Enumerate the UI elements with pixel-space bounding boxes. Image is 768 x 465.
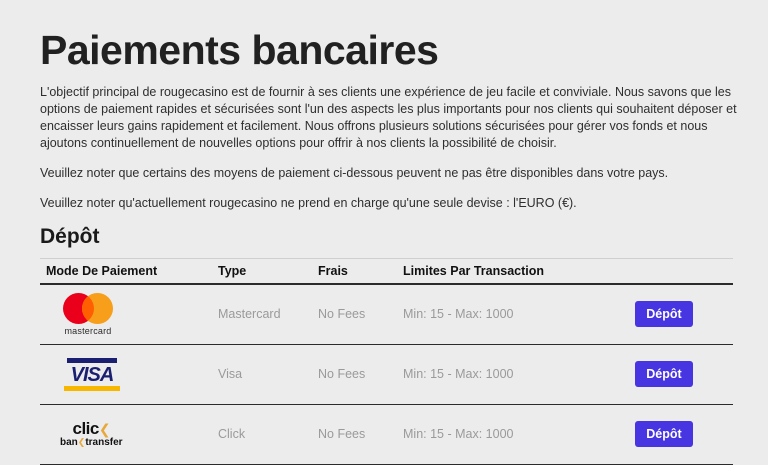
deposit-button[interactable]: Dépôt	[635, 301, 693, 327]
cell-fees: No Fees	[318, 367, 366, 382]
intro-paragraph: L'objectif principal de rougecasino est de fournir à ses clients une expérience de jeu facile et conviviale. Nous savons que les options de paiement rapides et sécurisées sont l'un des aspects les plus importants pour nos clients qui souhaitent déposer et encaisser leurs gains rapidement et facilement. Nous offrons plusieurs solutions sécurisées pour gérer vos fonds et nous ajoutons continuellement de nouvelles options pour offrir à nos clients la possibilité de choisir.	[40, 84, 737, 150]
table-header-row	[40, 258, 733, 285]
click-logo-word: clic	[72, 418, 99, 438]
cell-limits: Min: 15 - Max: 1000	[403, 427, 514, 442]
cell-type: Click	[218, 427, 246, 442]
chevron-left-icon: ❮	[77, 436, 86, 447]
table-row-click-bank-transfer	[40, 405, 733, 465]
availability-note: Veuillez noter que certains des moyens de paiement ci-dessous peuvent ne pas être disponibles dans votre pays.	[40, 165, 669, 180]
visa-logo-label: VISA	[70, 363, 114, 386]
payment-methods-table	[40, 258, 733, 465]
click-logo-sub-prefix: ban	[60, 436, 78, 448]
cell-fees: No Fees	[318, 307, 366, 322]
visa-gold-bar	[64, 386, 120, 391]
currency-note: Veuillez noter qu'actuellement rougecasino ne prend en charge qu'une seule devise : l'EURO (€).	[40, 195, 577, 210]
payments-page	[0, 28, 768, 465]
mastercard-logo-icon	[62, 292, 114, 336]
cell-fees: No Fees	[318, 427, 366, 442]
click-bank-transfer-logo-icon	[60, 420, 123, 449]
cell-limits: Min: 15 - Max: 1000	[403, 307, 514, 322]
visa-navy-bar	[67, 358, 117, 363]
cell-type: Mastercard	[218, 307, 281, 322]
deposit-button[interactable]: Dépôt	[635, 361, 693, 387]
deposit-section-heading: Dépôt	[40, 224, 100, 248]
header-type: Type	[218, 263, 247, 278]
page-title: Paiements bancaires	[40, 27, 439, 73]
visa-logo-icon	[62, 358, 122, 391]
cell-type: Visa	[218, 367, 243, 382]
table-row-mastercard	[40, 285, 733, 345]
header-mode-de-paiement: Mode De Paiement	[46, 263, 158, 278]
mastercard-logo-label: mastercard	[64, 326, 112, 337]
table-row-visa	[40, 345, 733, 405]
click-logo-sub-suffix: transfer	[85, 436, 123, 448]
chevron-left-icon: ❮	[98, 420, 111, 437]
deposit-button[interactable]: Dépôt	[635, 421, 693, 447]
header-frais: Frais	[318, 263, 348, 278]
cell-limits: Min: 15 - Max: 1000	[403, 367, 514, 382]
header-limites: Limites Par Transaction	[403, 263, 545, 278]
